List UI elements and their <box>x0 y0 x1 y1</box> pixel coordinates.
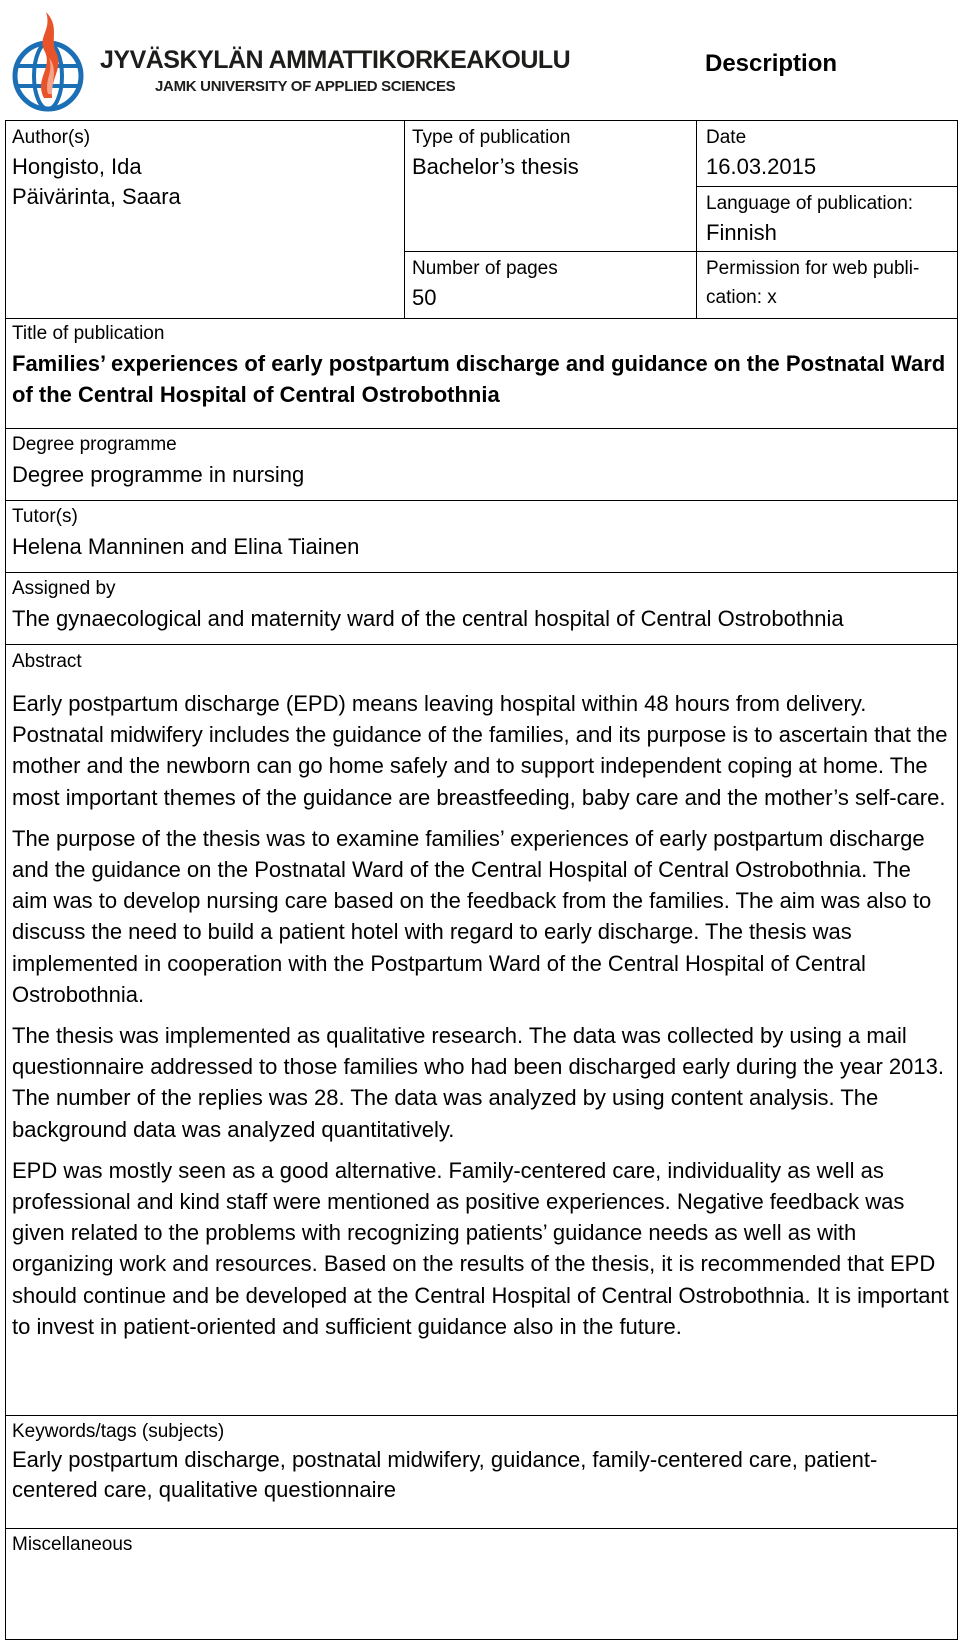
title-label: Title of publication <box>12 323 165 344</box>
divider <box>696 186 958 187</box>
authors-label: Author(s) <box>12 127 91 148</box>
divider <box>5 318 958 319</box>
divider <box>5 572 958 573</box>
document-type-heading: Description <box>705 50 838 77</box>
divider <box>404 120 405 318</box>
date-value: 16.03.2015 <box>706 154 817 179</box>
university-name-english: JAMK UNIVERSITY OF APPLIED SCIENCES <box>155 78 456 95</box>
divider <box>5 500 958 501</box>
divider <box>696 120 697 318</box>
university-logo <box>10 6 90 116</box>
divider <box>5 644 958 645</box>
divider <box>404 251 958 252</box>
language-label: Language of publication: <box>706 193 914 214</box>
pages-label: Number of pages <box>412 258 558 279</box>
divider <box>5 1528 958 1529</box>
abstract-paragraph: Early postpartum discharge (EPD) means leaving hospital within 48 hours from delivery. Postnatal midwifery includes the guidance of the families, and its purpose is to ascertain that the mother and the newborn can go home safely and to support independent coping at home. The most important themes of the guidance are breastfeeding, baby care and the mother’s self-care. <box>12 691 948 810</box>
university-name: JYVÄSKYLÄN AMMATTIKORKEAKOULU <box>100 46 571 74</box>
web-permission-label: Permission for web publi- <box>706 258 920 279</box>
author-name: Päivärinta, Saara <box>12 184 181 209</box>
abstract-paragraph: The thesis was implemented as qualitative research. The data was collected by using a mail questionnaire addressed to those families who had been discharged early during the year 2013. The number of the replies was 28. The data was analyzed by using content analysis. The background data was analyzed quantitatively. <box>12 1023 944 1142</box>
degree-programme-value: Degree programme in nursing <box>12 462 305 487</box>
degree-programme-label: Degree programme <box>12 434 177 455</box>
assigned-by-value: The gynaecological and maternity ward of the central hospital of Central Ostrobothnia <box>12 606 844 631</box>
publication-type-label: Type of publication <box>412 127 571 148</box>
pages-value: 50 <box>412 285 437 310</box>
language-value: Finnish <box>706 220 777 245</box>
tutors-label: Tutor(s) <box>12 506 78 527</box>
abstract-body <box>12 688 950 1352</box>
tutors-value: Helena Manninen and Elina Tiainen <box>12 534 360 559</box>
abstract-label: Abstract <box>12 651 82 672</box>
miscellaneous-label: Miscellaneous <box>12 1534 133 1555</box>
author-name: Hongisto, Ida <box>12 154 142 179</box>
abstract-paragraph: The purpose of the thesis was to examine families’ experiences of early postpartum discharge and the guidance on the Postnatal Ward of the Central Hospital of Central Ostrobothnia. The aim was to develop nursing care based on the feedback from the families. The aim was also to discuss the need to build a patient hotel with regard to early discharge. The thesis was implemented in cooperation with the Postpartum Ward of the Central Hospital of Central Ostrobothnia. <box>12 825 932 1007</box>
publication-type-value: Bachelor’s thesis <box>412 154 579 179</box>
assigned-by-label: Assigned by <box>12 578 116 599</box>
divider <box>5 428 958 429</box>
keywords-label: Keywords/tags (subjects) <box>12 1421 225 1442</box>
divider <box>5 1415 958 1416</box>
date-label: Date <box>706 127 747 148</box>
publication-title: Families’ experiences of early postpartum discharge and guidance on the Postnatal Ward of the Central Hospital of Central Ostrobothnia <box>12 351 946 407</box>
abstract-paragraph: EPD was mostly seen as a good alternative. Family-centered care, individuality as well as professional and kind staff were mentioned as positive experiences. Negative feedback was given related to the problems with recognizing patients’ guidance needs as well as with organizing work and resources. Based on the results of the thesis, it is recommended that EPD should continue and be developed at the Central Hospital of Central Ostrobothnia. It is important to invest in patient-oriented and sufficient guidance also in the future. <box>12 1157 949 1339</box>
keywords-value: Early postpartum discharge, postnatal midwifery, guidance, family-centered care, patient-centered care, qualitative questionnaire <box>12 1447 878 1502</box>
web-permission-value: cation: x <box>706 287 777 308</box>
